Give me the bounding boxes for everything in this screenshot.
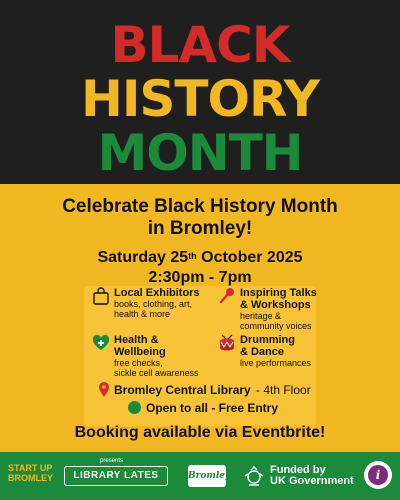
feature-title: Inspiring Talks & Workshops (240, 287, 317, 311)
event-time: 2:30pm - 7pm (148, 269, 252, 286)
funded-by-text (270, 465, 354, 487)
hero-title-month: MONTH (97, 124, 303, 182)
feature-subtitle: books, clothing, art, health & more (114, 299, 193, 319)
booking-cta: Booking available via Eventbrite! (74, 424, 326, 441)
royal-crest-icon (242, 464, 266, 488)
venue-name: Bromley Central Library (114, 383, 251, 397)
entry-text: Open to all - Free Entry (146, 401, 279, 415)
drum-icon (218, 334, 236, 352)
feature-title: Health & Wellbeing (114, 334, 166, 358)
headline-line-1: Celebrate Black History Month (62, 196, 338, 217)
info-badge-letter: i (368, 465, 388, 485)
venue-floor: - 4th Floor (256, 383, 311, 397)
hero-title-history: HISTORY (80, 70, 320, 128)
hero-title-black: BLACK (110, 16, 290, 74)
bromley-logo: Bromley (188, 465, 226, 487)
funded-line-2: UK Government (270, 475, 354, 487)
feature-title: Local Exhibitors (114, 287, 200, 299)
startup-line-2: BROMLEY (8, 473, 53, 483)
presents-label: presents (100, 458, 124, 464)
microphone-icon (218, 287, 236, 305)
feature-title: Drumming & Dance (240, 334, 295, 358)
hero-banner (0, 0, 400, 184)
event-date: Saturday 25th October 2025 (97, 249, 303, 266)
library-lates-logo: LIBRARY LATES (64, 466, 168, 486)
feature-subtitle: heritage & community voices (240, 311, 312, 331)
headline-line-2: in Bromley! (147, 218, 253, 239)
heart-plus-icon (92, 334, 110, 352)
shopping-bag-icon (92, 287, 110, 305)
location-pin-icon (98, 382, 110, 398)
startup-line-1: START UP (8, 463, 53, 473)
funded-line-1: Funded by (270, 464, 326, 476)
green-dot-icon (128, 401, 141, 414)
feature-subtitle: live performances (240, 358, 312, 368)
event-details (0, 184, 400, 452)
info-badge-logo (364, 461, 392, 489)
startup-bromley-logo (8, 463, 53, 483)
sponsor-footer (0, 452, 400, 500)
feature-subtitle: free checks, sickle cell awareness (114, 358, 199, 378)
